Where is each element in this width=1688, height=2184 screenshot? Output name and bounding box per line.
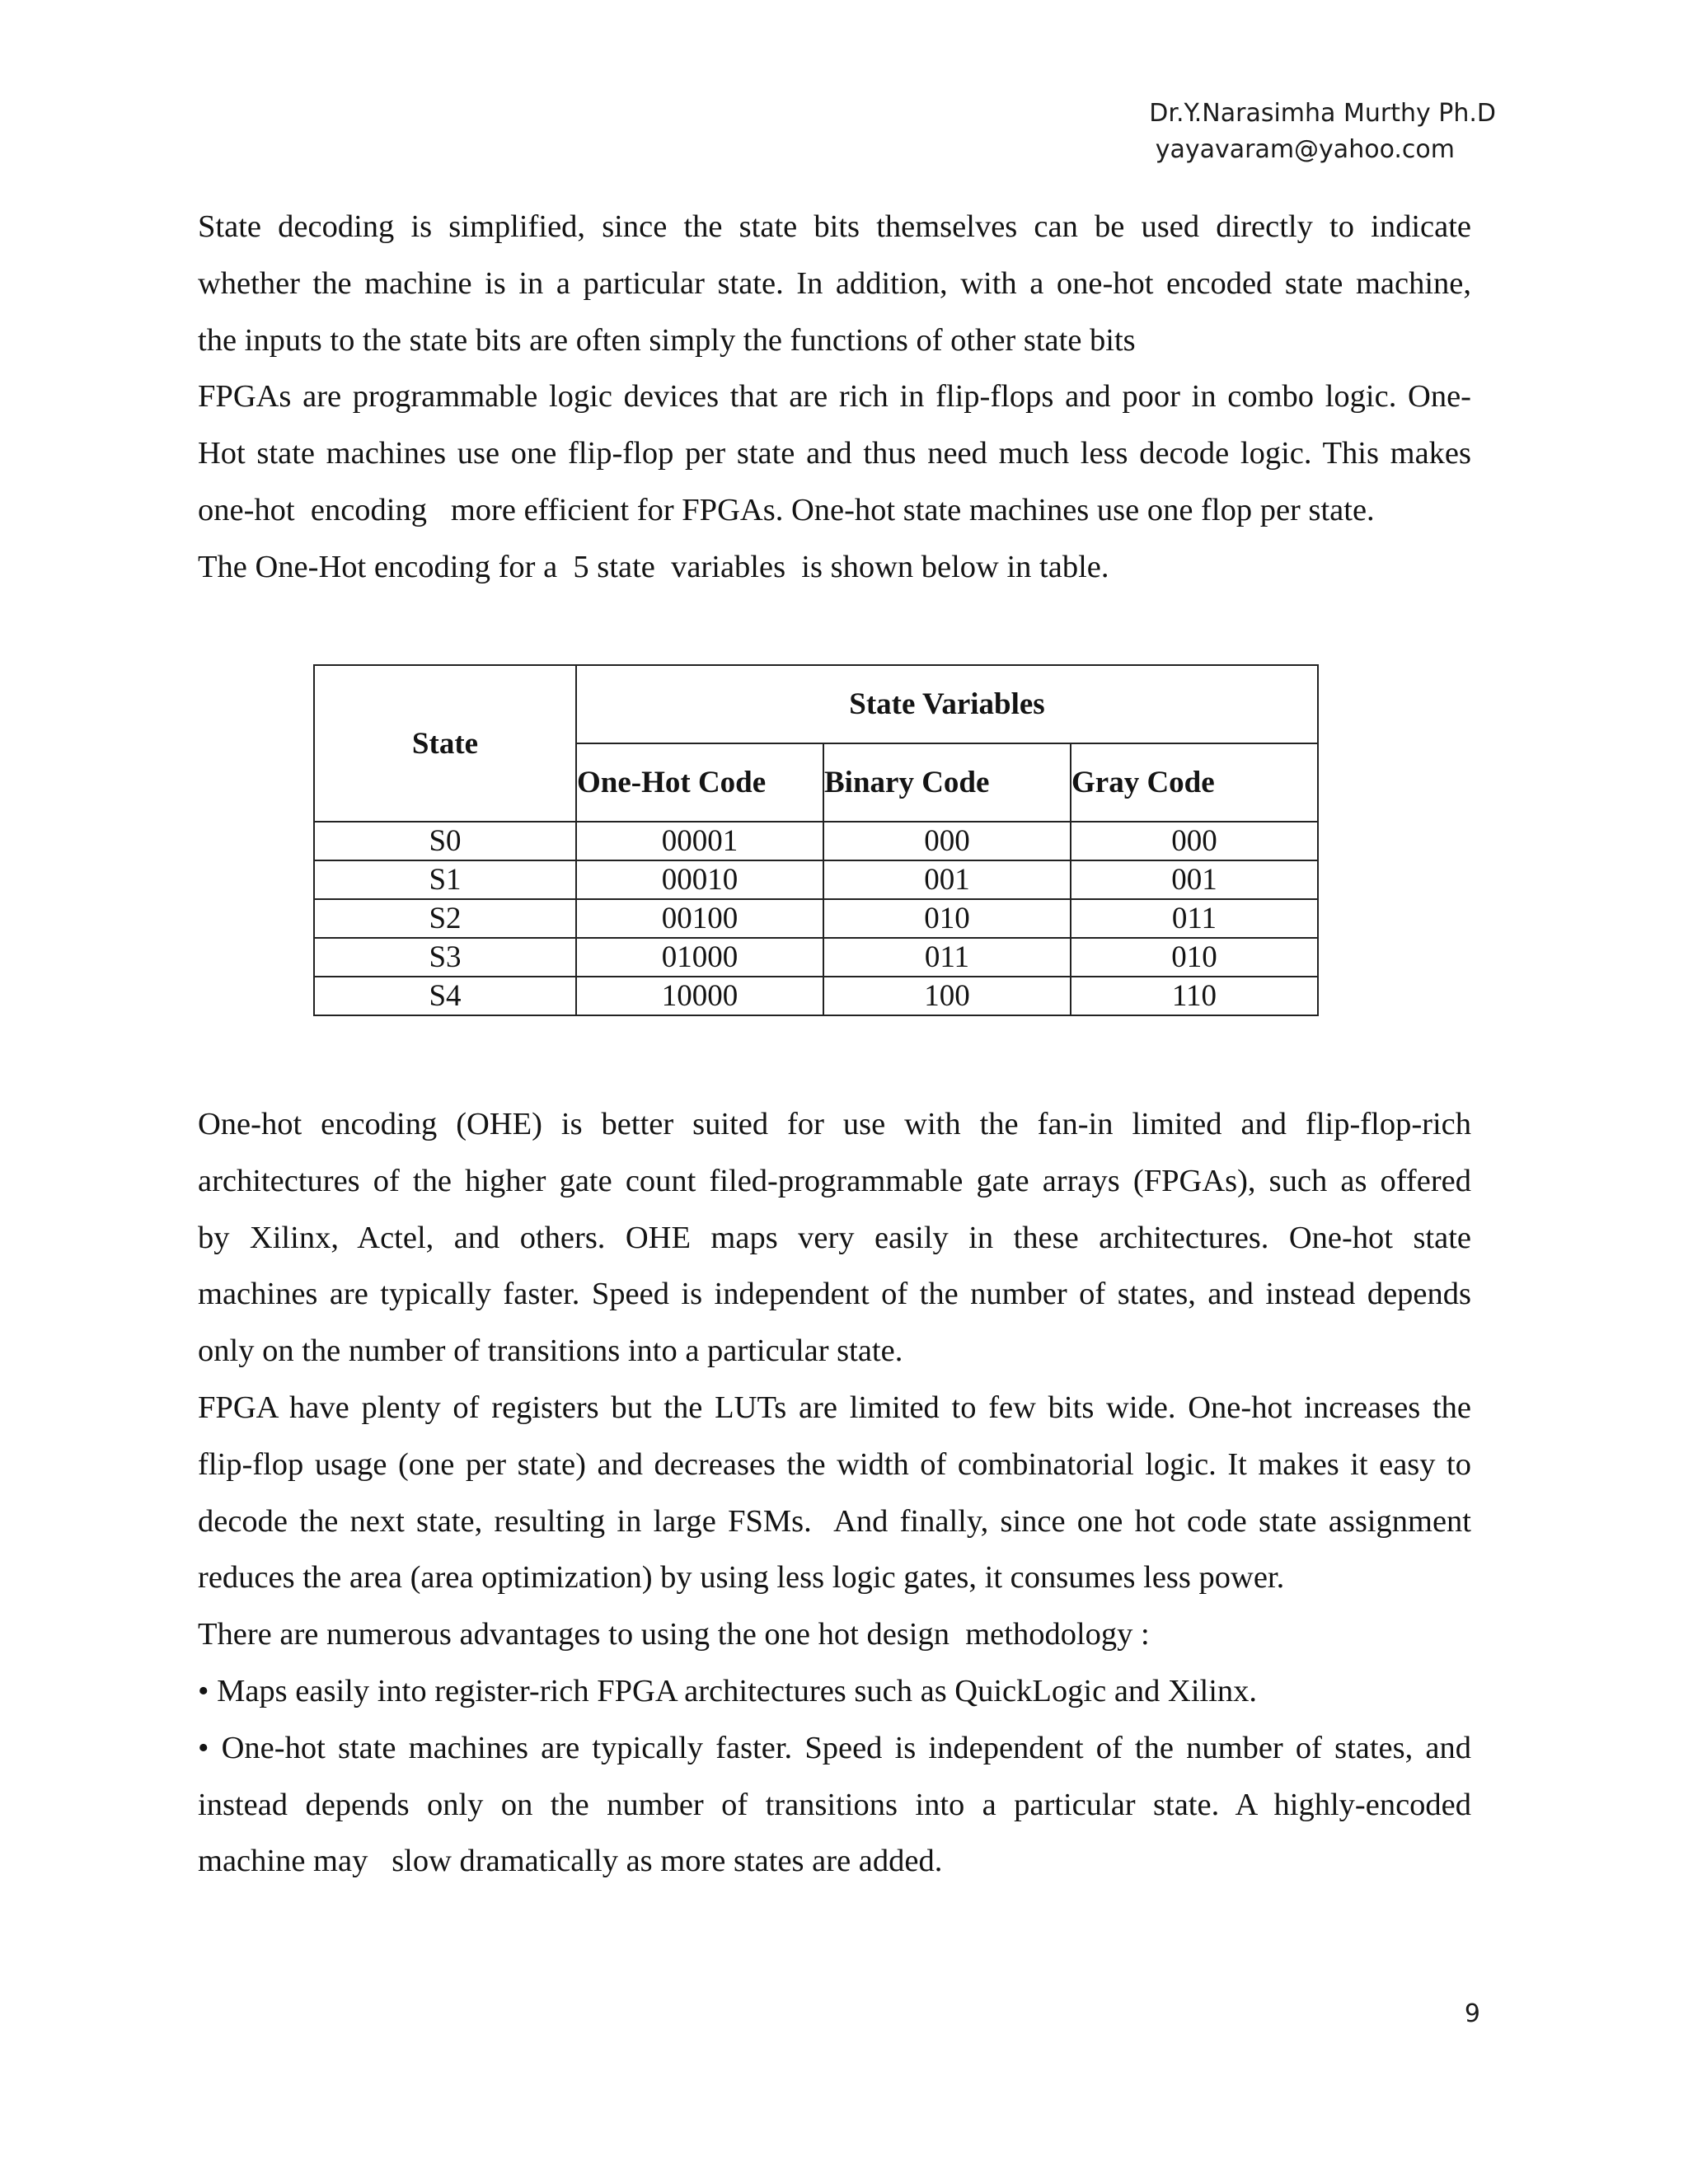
text-line: instead depends only on the number of transitions into a particular state. A highly-encoded (198, 1787, 1471, 1822)
text-line: by Xilinx, Actel, and others. OHE maps very easily in these architectures. One-hot state (198, 1220, 1471, 1255)
table-header-row (314, 665, 1318, 743)
table-row (314, 977, 1318, 1015)
page-number: 9 (1464, 1999, 1480, 2028)
table-row (314, 822, 1318, 860)
binary-cell: 100 (823, 977, 1071, 1015)
text-line: State decoding is simplified, since the state bits themselves can be used directly to indicate (198, 209, 1471, 244)
gray-cell: 110 (1071, 977, 1318, 1015)
binary-code-header: Binary Code (823, 743, 1071, 822)
table-row (314, 860, 1318, 899)
gray-cell: 010 (1071, 938, 1318, 977)
gray-code-header: Gray Code (1071, 743, 1318, 822)
one-hot-cell: 01000 (576, 938, 823, 977)
state-cell: S4 (314, 977, 576, 1015)
binary-cell: 011 (823, 938, 1071, 977)
text-line: architectures of the higher gate count filed-programmable gate arrays (FPGAs), such as offered (198, 1163, 1471, 1198)
text-line: FPGAs are programmable logic devices that are rich in flip-flops and poor in combo logic. One- (198, 379, 1471, 415)
text-line: reduces the area (area optimization) by using less logic gates, it consumes less power. (198, 1560, 1285, 1596)
text-line: flip-flop usage (one per state) and decreases the width of combinatorial logic. It makes it easy to (198, 1446, 1471, 1482)
text-line: decode the next state, resulting in large FSMs. And finally, since one hot code state assignment (198, 1503, 1471, 1539)
text-line: One-hot encoding (OHE) is better suited for use with the fan-in limited and flip-flop-rich (198, 1107, 1471, 1141)
gray-cell: 000 (1071, 822, 1318, 860)
gray-cell: 011 (1071, 899, 1318, 938)
text-line: the inputs to the state bits are often simply the functions of other state bits (198, 322, 1136, 358)
one-hot-cell: 00100 (576, 899, 823, 938)
text-line: The One-Hot encoding for a 5 state variables is shown below in table. (198, 549, 1109, 584)
binary-cell: 000 (823, 822, 1071, 860)
text-line: FPGA have plenty of registers but the LUTs are limited to few bits wide. One-hot increases the (198, 1390, 1471, 1425)
text-line: whether the machine is in a particular state. In addition, with a one-hot encoded state machine, (198, 265, 1471, 301)
state-cell: S3 (314, 938, 576, 977)
text-line: one-hot encoding more efficient for FPGAs. One-hot state machines use one flop per state. (198, 492, 1375, 527)
text-line: Hot state machines use one flip-flop per state and thus need much less decode logic. This makes (198, 436, 1471, 471)
state-cell: S0 (314, 822, 576, 860)
state-encoding-table-wrapper (313, 664, 1319, 1016)
table-row (314, 938, 1318, 977)
text-line: machine may slow dramatically as more states are added. (198, 1844, 943, 1879)
body-paragraphs (198, 1096, 1471, 1890)
one-hot-code-header: One-Hot Code (576, 743, 823, 822)
intro-paragraphs (198, 199, 1471, 596)
bullet-item: • Maps easily into register-rich FPGA architectures such as QuickLogic and Xilinx. (198, 1673, 1258, 1708)
binary-cell: 010 (823, 899, 1071, 938)
author-email: yayavaram@yahoo.com (1155, 135, 1455, 164)
state-cell: S1 (314, 860, 576, 899)
state-cell: S2 (314, 899, 576, 938)
state-variables-header: State Variables (576, 665, 1318, 743)
author-name: Dr.Y.Narasimha Murthy Ph.D (1149, 99, 1496, 128)
gray-cell: 001 (1071, 860, 1318, 899)
state-encoding-table (313, 664, 1319, 1016)
one-hot-cell: 00001 (576, 822, 823, 860)
page-header (1149, 96, 1496, 168)
table-row (314, 899, 1318, 938)
binary-cell: 001 (823, 860, 1071, 899)
bullet-item: • One-hot state machines are typically faster. Speed is independent of the number of states, and (198, 1730, 1471, 1765)
text-line: only on the number of transitions into a particular state. (198, 1333, 903, 1369)
text-line: machines are typically faster. Speed is independent of the number of states, and instead depends (198, 1277, 1471, 1312)
one-hot-cell: 00010 (576, 860, 823, 899)
one-hot-cell: 10000 (576, 977, 823, 1015)
state-column-header: State (314, 665, 576, 822)
text-line: There are numerous advantages to using the one hot design methodology : (198, 1617, 1150, 1652)
